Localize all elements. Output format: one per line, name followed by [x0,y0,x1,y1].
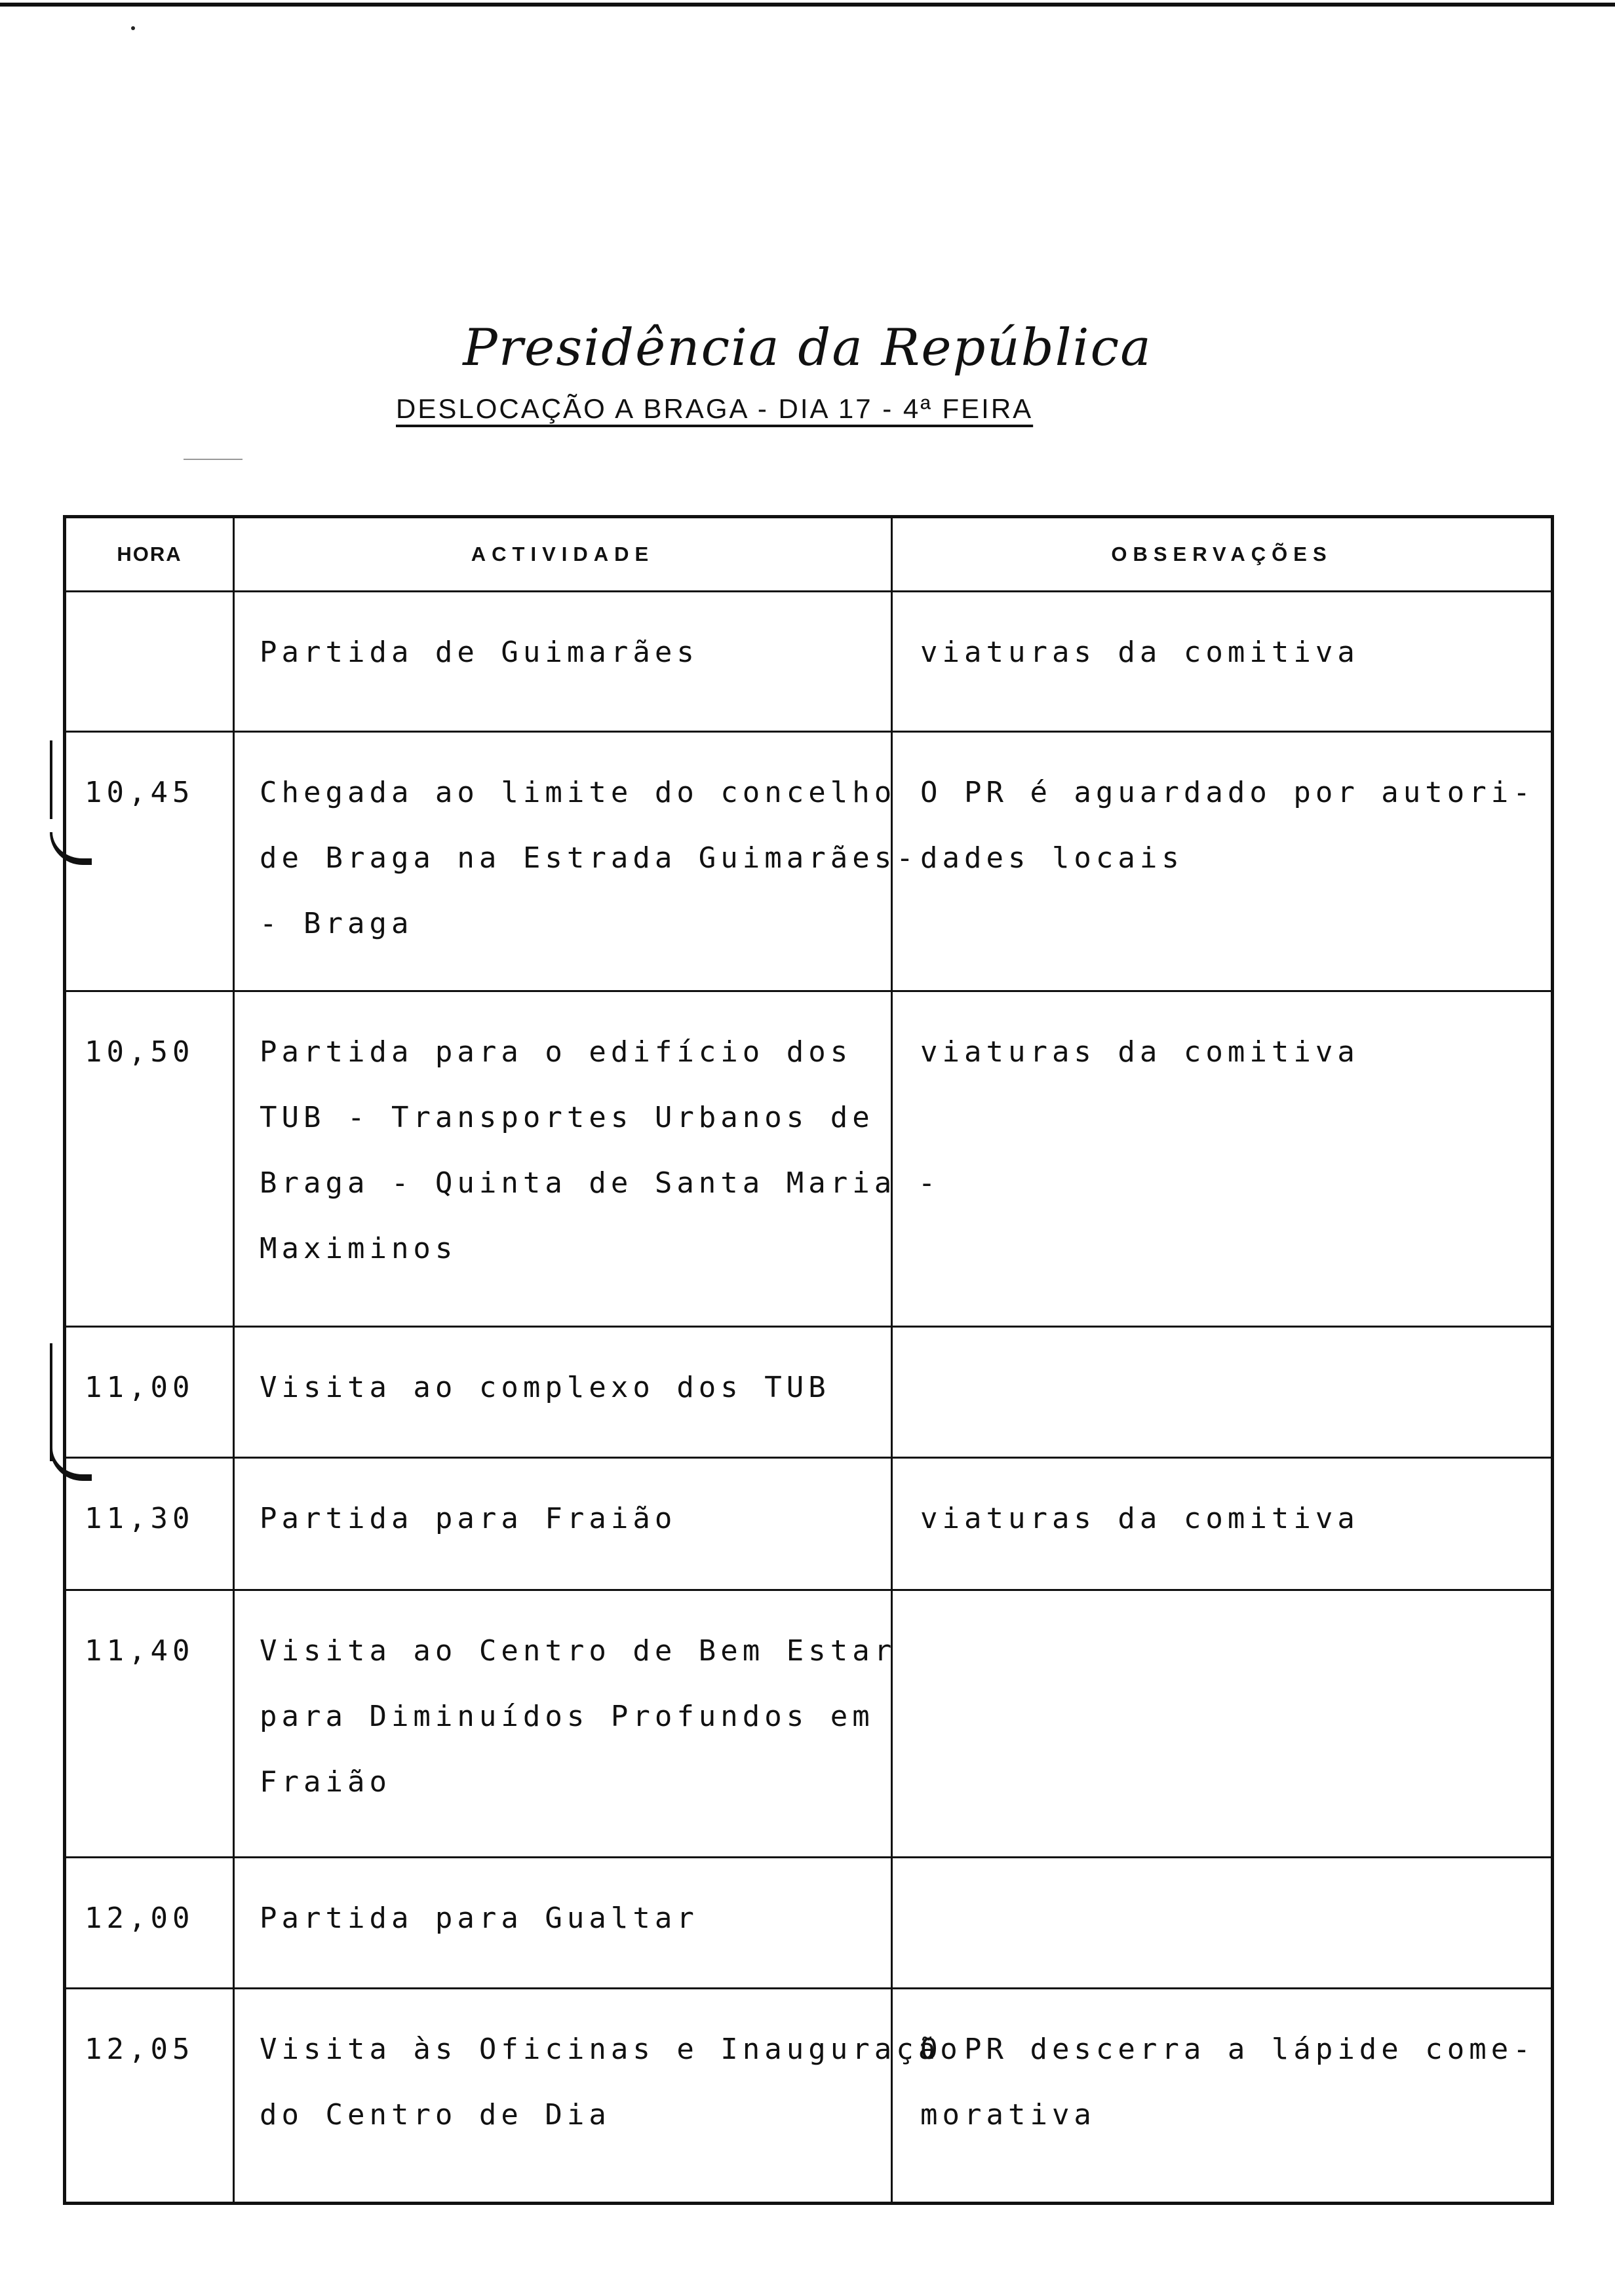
table-row [65,592,1553,732]
table-row [65,1327,1553,1458]
table-row [65,991,1553,1327]
margin-bracket-line [50,1343,52,1461]
cell-hora [65,1989,234,2204]
observacoes-line: viaturas da comitiva [920,1035,1359,1069]
cell-actividade [234,1458,892,1590]
actividade-line: - Braga [260,907,414,940]
hora-text: 11,30 [85,1502,195,1535]
table-row [65,1989,1553,2204]
table-row [65,732,1553,991]
cell-observacoes [892,991,1553,1327]
cell-observacoes [892,1458,1553,1590]
actividade-line: Visita às Oficinas e Inauguração [260,2033,962,2066]
observacoes-line: O PR é aguardado por autori- [920,776,1535,809]
actividade-line: do Centro de Dia [260,2098,611,2132]
actividade-line: de Braga na Estrada Guimarães- [260,841,918,875]
observacoes-line: dades locais [920,841,1184,875]
cell-hora [65,592,234,732]
cell-observacoes [892,1989,1553,2204]
cell-observacoes [892,732,1553,991]
cell-actividade [234,1327,892,1458]
actividade-line: TUB - Transportes Urbanos de [260,1101,874,1134]
hora-text: 11,40 [85,1634,195,1668]
cell-hora [65,732,234,991]
cell-observacoes [892,1590,1553,1858]
cell-hora [65,991,234,1327]
observacoes-line: morativa [920,2098,1096,2132]
table-row [65,1858,1553,1989]
column-header-hora: HORA [65,517,234,592]
cell-hora [65,1458,234,1590]
cell-actividade [234,1989,962,2204]
hora-text: 12,05 [85,2033,195,2066]
cell-hora [65,1590,234,1858]
actividade-line: Braga - Quinta de Santa Maria - [260,1166,941,1200]
actividade-line: Fraião [260,1765,391,1799]
top-edge-rule [0,3,1615,7]
cell-actividade [234,1858,892,1989]
pencil-mark [184,459,243,460]
actividade-line: Partida para Fraião [260,1502,677,1535]
observacoes-line: O PR descerra a lápide come- [920,2033,1535,2066]
cell-actividade [234,991,941,1327]
actividade-line: Maximinos [260,1232,457,1265]
cell-actividade [234,592,892,732]
scan-speck [131,26,135,30]
actividade-line: para Diminuídos Profundos em [260,1700,874,1733]
table-row [65,1458,1553,1590]
hora-text: 10,50 [85,1035,195,1069]
table-row [65,1590,1553,1858]
cell-hora [65,1327,234,1458]
letterhead: Presidência da República [463,318,1152,377]
column-header-observacoes: OBSERVAÇÕES [892,517,1553,592]
actividade-line: Visita ao Centro de Bem Estar [260,1634,897,1668]
actividade-line: Partida de Guimarães [260,636,699,669]
hora-text: 12,00 [85,1902,195,1935]
cell-actividade [234,1590,897,1858]
schedule-table [63,515,1554,2205]
document-subtitle: DESLOCAÇÃO A BRAGA - DIA 17 - 4ª FEIRA [396,393,1034,424]
actividade-line: Chegada ao limite do concelho [260,776,897,809]
table-header-row [65,517,1553,592]
observacoes-line: viaturas da comitiva [920,636,1359,669]
cell-observacoes [892,1858,1553,1989]
cell-observacoes [892,592,1553,732]
cell-hora [65,1858,234,1989]
cell-observacoes [892,1327,1553,1458]
column-header-actividade: ACTIVIDADE [234,517,892,592]
margin-bracket-line [50,740,52,819]
hora-text: 10,45 [85,776,195,809]
hora-text: 11,00 [85,1371,195,1404]
observacoes-line: viaturas da comitiva [920,1502,1359,1535]
actividade-line: Visita ao complexo dos TUB [260,1371,830,1404]
actividade-line: Partida para Gualtar [260,1902,699,1935]
cell-actividade [234,732,918,991]
actividade-line: Partida para o edifício dos [260,1035,853,1069]
